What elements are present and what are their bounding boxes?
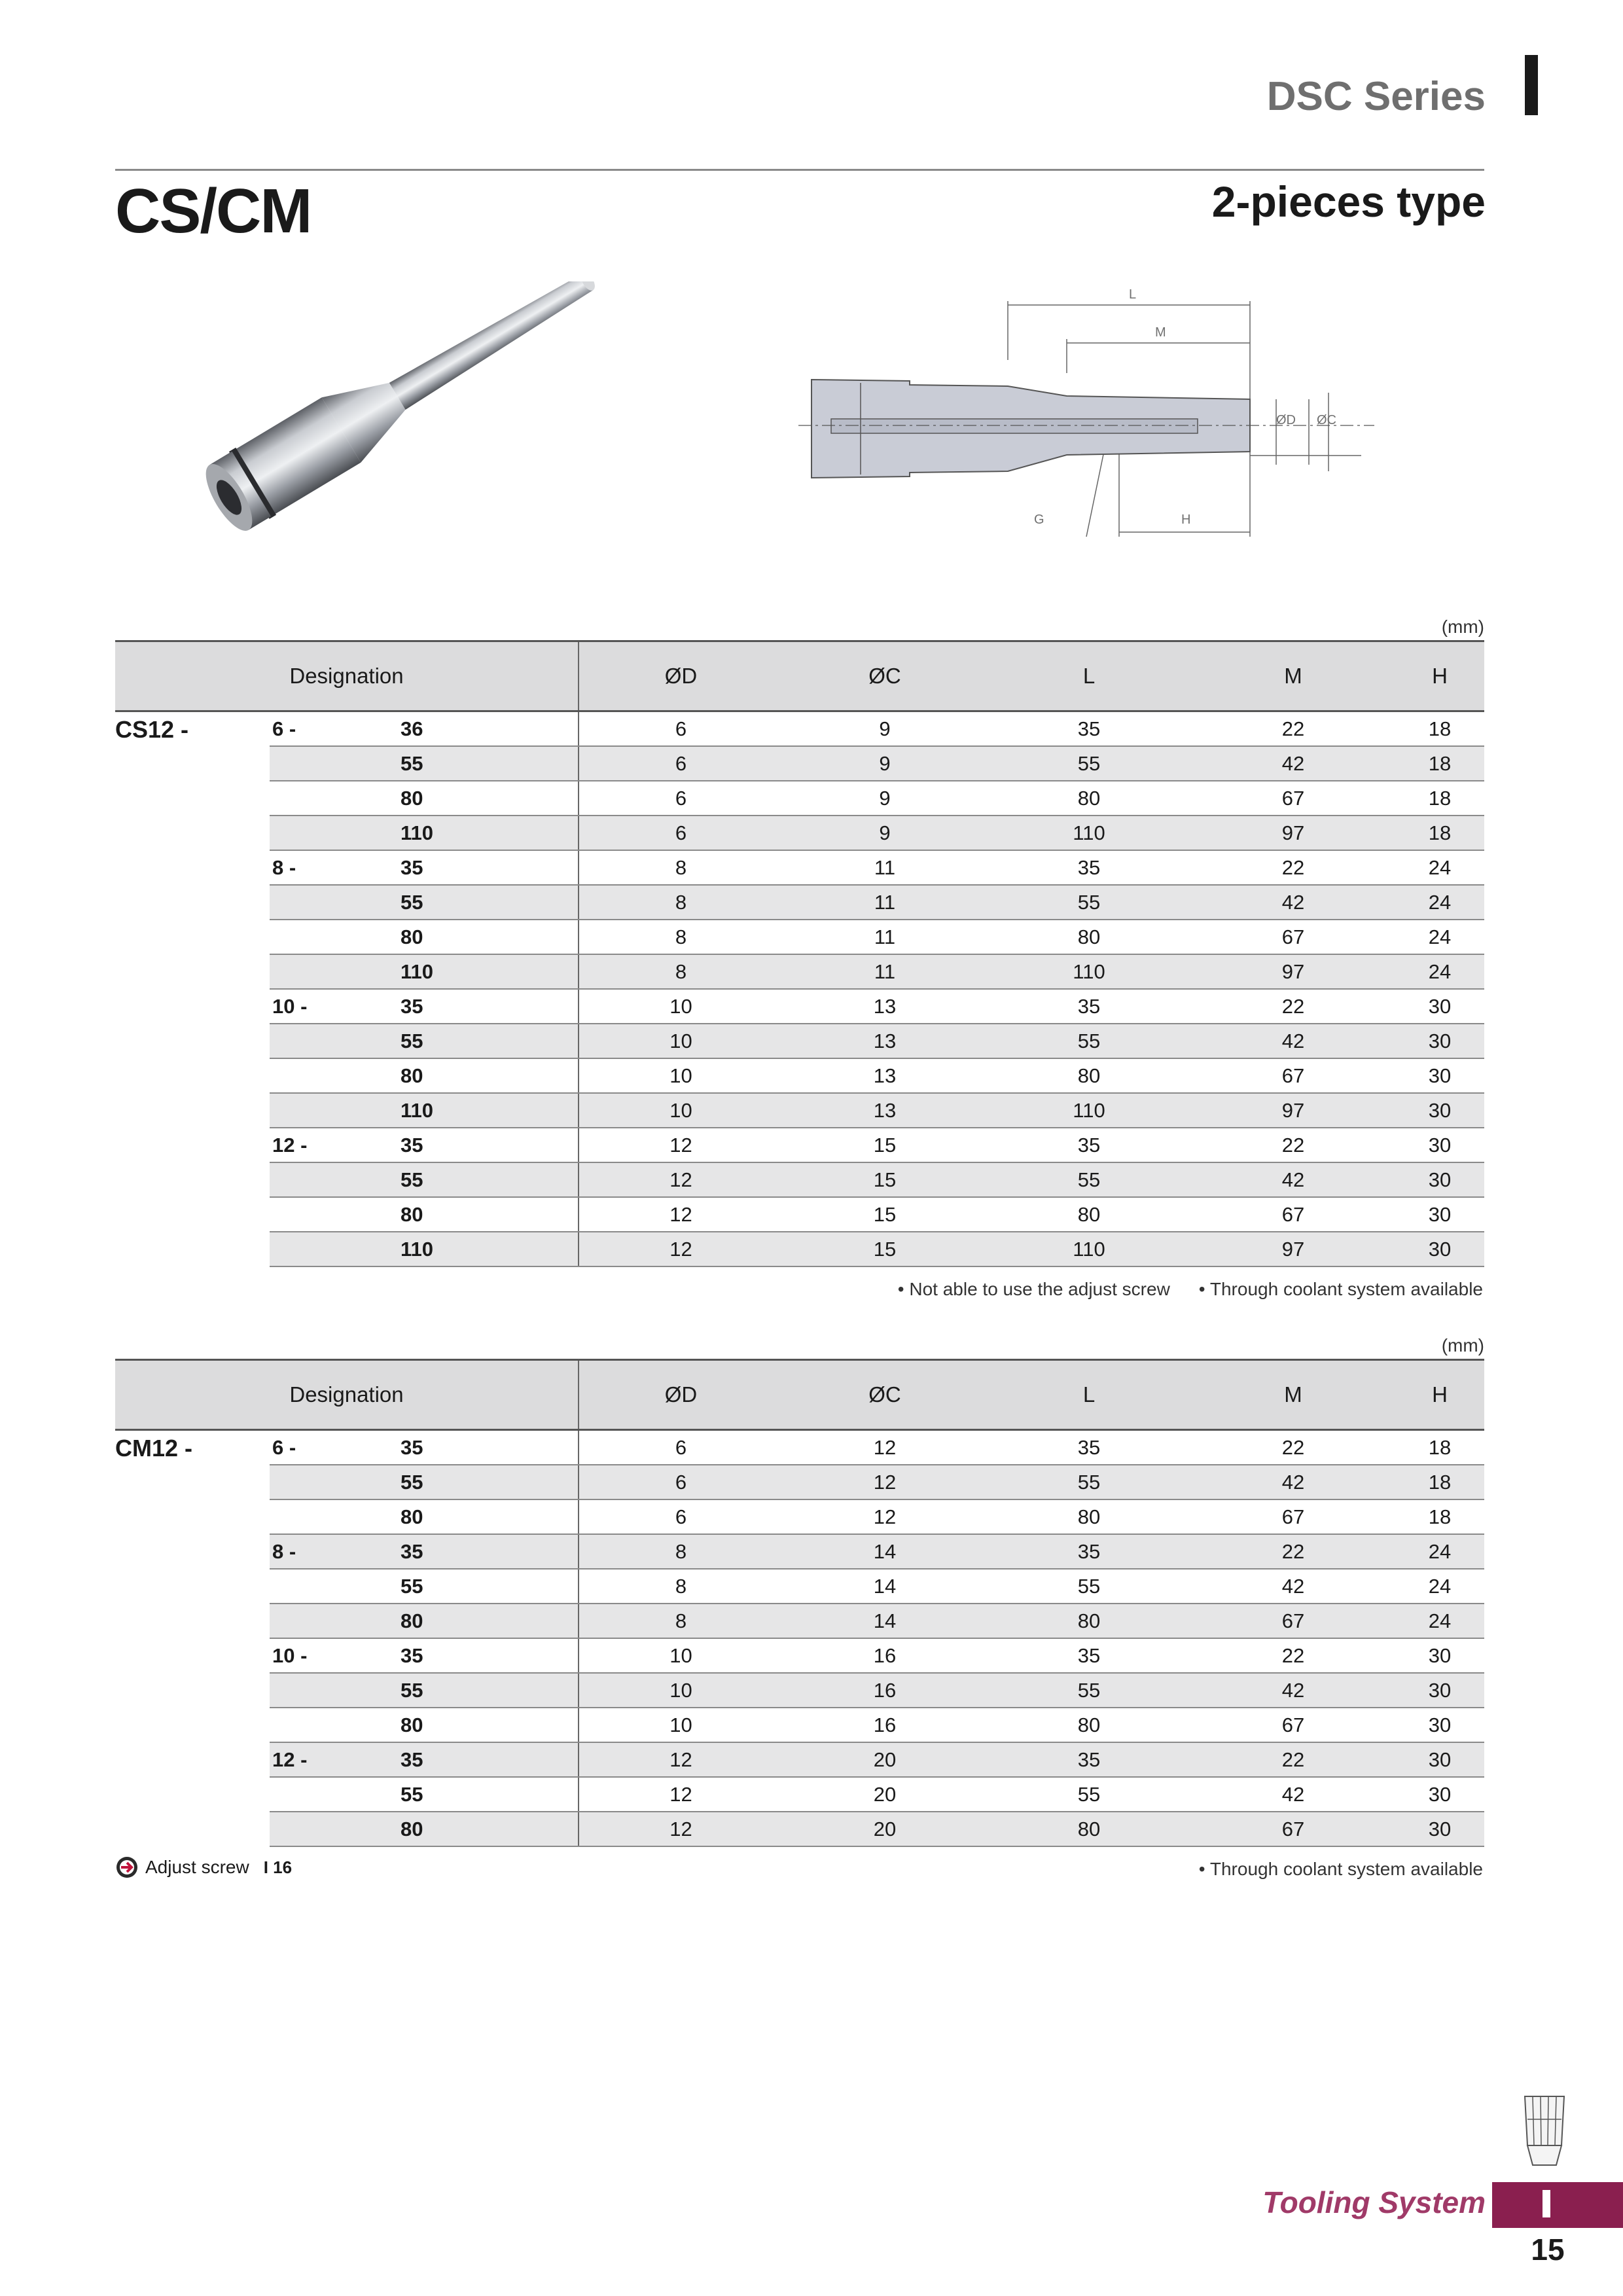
value-d: 6	[579, 1499, 783, 1534]
value-d: 12	[579, 1812, 783, 1846]
section-marker	[1525, 55, 1538, 115]
table-row	[115, 954, 1484, 989]
length-code: 80	[385, 1812, 579, 1846]
value-d: 6	[579, 746, 783, 781]
diameter-group	[270, 1569, 385, 1604]
value-c: 15	[783, 1232, 987, 1266]
value-c: 16	[783, 1708, 987, 1742]
length-code: 55	[385, 1024, 579, 1058]
length-code: 110	[385, 816, 579, 850]
length-code: 80	[385, 781, 579, 816]
diameter-group	[270, 1673, 385, 1708]
value-l: 35	[987, 1128, 1191, 1162]
value-d: 12	[579, 1162, 783, 1197]
value-d: 6	[579, 711, 783, 747]
value-d: 8	[579, 920, 783, 954]
value-c: 20	[783, 1742, 987, 1777]
value-c: 14	[783, 1604, 987, 1638]
value-h: 24	[1395, 920, 1484, 954]
dim-label-h: H	[1181, 512, 1191, 527]
value-c: 16	[783, 1638, 987, 1673]
value-h: 24	[1395, 885, 1484, 920]
diameter-group	[270, 1777, 385, 1812]
value-h: 30	[1395, 1197, 1484, 1232]
footer-brand: Tooling System	[1262, 2185, 1486, 2219]
length-code: 35	[385, 1128, 579, 1162]
diameter-group: 6 -	[270, 1430, 385, 1465]
series-code: CS12 -	[115, 716, 189, 743]
table-row	[115, 746, 1484, 781]
length-code: 80	[385, 1499, 579, 1534]
length-code: 35	[385, 850, 579, 885]
value-h: 18	[1395, 1499, 1484, 1534]
series-code: CM12 -	[115, 1435, 193, 1462]
value-l: 35	[987, 1742, 1191, 1777]
value-l: 80	[987, 1812, 1191, 1846]
value-c: 13	[783, 1024, 987, 1058]
value-m: 22	[1191, 1430, 1395, 1465]
length-code: 80	[385, 1604, 579, 1638]
value-l: 110	[987, 954, 1191, 989]
diameter-group	[270, 1499, 385, 1534]
value-c: 16	[783, 1673, 987, 1708]
dim-label-c: ØC	[1317, 413, 1336, 427]
value-c: 15	[783, 1128, 987, 1162]
length-code: 55	[385, 885, 579, 920]
diameter-group	[270, 1197, 385, 1232]
value-c: 9	[783, 746, 987, 781]
diameter-group	[270, 781, 385, 816]
value-h: 30	[1395, 1162, 1484, 1197]
value-d: 10	[579, 1708, 783, 1742]
value-m: 67	[1191, 781, 1395, 816]
adjust-screw-label: Adjust screw	[145, 1857, 249, 1877]
dim-label-l: L	[1129, 287, 1137, 302]
value-d: 10	[579, 989, 783, 1024]
adjust-screw-icon	[115, 1856, 139, 1879]
value-d: 6	[579, 781, 783, 816]
length-code: 35	[385, 1638, 579, 1673]
value-m: 22	[1191, 711, 1395, 747]
diameter-group	[270, 885, 385, 920]
value-d: 6	[579, 1465, 783, 1499]
value-m: 42	[1191, 1673, 1395, 1708]
table-row	[115, 1024, 1484, 1058]
type-title: 2-pieces type	[1211, 177, 1486, 226]
table-row	[115, 1232, 1484, 1266]
value-l: 35	[987, 1534, 1191, 1569]
value-c: 14	[783, 1569, 987, 1604]
value-m: 22	[1191, 1128, 1395, 1162]
diameter-group	[270, 1093, 385, 1128]
value-d: 12	[579, 1742, 783, 1777]
table-header-row	[115, 641, 1484, 711]
value-c: 20	[783, 1777, 987, 1812]
value-h: 18	[1395, 1430, 1484, 1465]
cm-notes	[829, 1859, 1483, 1880]
value-l: 35	[987, 711, 1191, 747]
table-row	[115, 920, 1484, 954]
value-m: 67	[1191, 1058, 1395, 1093]
table-row	[115, 1673, 1484, 1708]
series-title: DSC Series	[1266, 74, 1486, 119]
dim-label-d: ØD	[1276, 413, 1296, 427]
value-m: 67	[1191, 920, 1395, 954]
value-c: 15	[783, 1197, 987, 1232]
header-m: M	[1191, 1360, 1395, 1430]
diameter-group	[270, 1604, 385, 1638]
value-m: 42	[1191, 1024, 1395, 1058]
cs-notes	[829, 1279, 1483, 1300]
length-code: 35	[385, 1430, 579, 1465]
value-h: 30	[1395, 1777, 1484, 1812]
value-d: 8	[579, 954, 783, 989]
value-l: 110	[987, 816, 1191, 850]
length-code: 35	[385, 1534, 579, 1569]
value-l: 80	[987, 1058, 1191, 1093]
value-m: 97	[1191, 954, 1395, 989]
header-m: M	[1191, 641, 1395, 711]
value-m: 22	[1191, 1638, 1395, 1673]
value-c: 9	[783, 816, 987, 850]
value-h: 24	[1395, 1604, 1484, 1638]
diameter-group: 10 -	[270, 989, 385, 1024]
dim-label-m: M	[1155, 325, 1166, 340]
page-number: 15	[1531, 2233, 1565, 2267]
length-code: 55	[385, 1465, 579, 1499]
value-c: 20	[783, 1812, 987, 1846]
value-d: 12	[579, 1197, 783, 1232]
diameter-group	[270, 1708, 385, 1742]
value-h: 30	[1395, 1058, 1484, 1093]
value-m: 67	[1191, 1812, 1395, 1846]
diameter-group: 10 -	[270, 1638, 385, 1673]
value-m: 97	[1191, 1093, 1395, 1128]
table-row	[115, 1638, 1484, 1673]
value-h: 18	[1395, 781, 1484, 816]
diameter-group: 8 -	[270, 1534, 385, 1569]
unit-label: (mm)	[1441, 1335, 1484, 1355]
value-d: 12	[579, 1128, 783, 1162]
value-l: 55	[987, 746, 1191, 781]
value-m: 42	[1191, 1465, 1395, 1499]
table-row	[115, 781, 1484, 816]
table-row	[115, 711, 1484, 747]
header-l: L	[987, 641, 1191, 711]
value-h: 18	[1395, 746, 1484, 781]
value-d: 10	[579, 1673, 783, 1708]
length-code: 36	[385, 711, 579, 747]
value-m: 22	[1191, 989, 1395, 1024]
value-m: 67	[1191, 1197, 1395, 1232]
table-row	[115, 1812, 1484, 1846]
value-h: 30	[1395, 1812, 1484, 1846]
length-code: 35	[385, 989, 579, 1024]
diameter-group	[270, 816, 385, 850]
header-designation: Designation	[115, 1360, 579, 1430]
diameter-group: 12 -	[270, 1742, 385, 1777]
table-row	[115, 885, 1484, 920]
value-c: 12	[783, 1499, 987, 1534]
table-row	[115, 1569, 1484, 1604]
header-c: ØC	[783, 641, 987, 711]
value-l: 110	[987, 1093, 1191, 1128]
length-code: 110	[385, 1093, 579, 1128]
value-h: 30	[1395, 1708, 1484, 1742]
adjust-screw-reference[interactable]	[115, 1856, 292, 1879]
value-d: 6	[579, 816, 783, 850]
length-code: 55	[385, 1777, 579, 1812]
value-m: 42	[1191, 1162, 1395, 1197]
value-m: 97	[1191, 816, 1395, 850]
length-code: 80	[385, 1708, 579, 1742]
value-h: 24	[1395, 954, 1484, 989]
value-d: 8	[579, 1534, 783, 1569]
diameter-group	[270, 954, 385, 989]
value-m: 67	[1191, 1604, 1395, 1638]
value-h: 30	[1395, 1024, 1484, 1058]
table-row	[115, 1708, 1484, 1742]
diameter-group	[270, 1058, 385, 1093]
table-row	[115, 1534, 1484, 1569]
unit-label: (mm)	[1441, 617, 1484, 637]
product-photo	[190, 281, 635, 576]
value-l: 35	[987, 1638, 1191, 1673]
value-m: 42	[1191, 885, 1395, 920]
value-c: 12	[783, 1465, 987, 1499]
value-l: 110	[987, 1232, 1191, 1266]
value-l: 55	[987, 1024, 1191, 1058]
value-l: 55	[987, 1673, 1191, 1708]
value-c: 15	[783, 1162, 987, 1197]
value-d: 12	[579, 1232, 783, 1266]
value-m: 22	[1191, 1742, 1395, 1777]
table-row	[115, 1465, 1484, 1499]
value-l: 55	[987, 1465, 1191, 1499]
value-l: 80	[987, 1708, 1191, 1742]
table-row	[115, 816, 1484, 850]
value-c: 9	[783, 711, 987, 747]
diameter-group	[270, 1812, 385, 1846]
value-m: 67	[1191, 1499, 1395, 1534]
value-c: 11	[783, 850, 987, 885]
footer-section-marker	[1543, 2190, 1550, 2217]
diameter-group	[270, 1465, 385, 1499]
value-d: 8	[579, 1569, 783, 1604]
value-l: 55	[987, 885, 1191, 920]
adjust-screw-page-ref[interactable]: I 16	[263, 1857, 293, 1877]
table-row	[115, 1162, 1484, 1197]
value-d: 10	[579, 1093, 783, 1128]
technical-drawing	[785, 275, 1387, 550]
note-no-adjust-screw: • Not able to use the adjust screw	[897, 1279, 1170, 1299]
table-row	[115, 1128, 1484, 1162]
value-m: 42	[1191, 746, 1395, 781]
diameter-group: 6 -	[270, 711, 385, 747]
value-l: 35	[987, 1430, 1191, 1465]
table-header-row	[115, 1360, 1484, 1430]
value-h: 30	[1395, 1128, 1484, 1162]
value-c: 14	[783, 1534, 987, 1569]
value-l: 55	[987, 1569, 1191, 1604]
value-d: 6	[579, 1430, 783, 1465]
value-l: 55	[987, 1777, 1191, 1812]
diameter-group: 12 -	[270, 1128, 385, 1162]
diameter-group	[270, 1232, 385, 1266]
value-l: 80	[987, 920, 1191, 954]
value-l: 55	[987, 1162, 1191, 1197]
value-m: 22	[1191, 850, 1395, 885]
table-row	[115, 850, 1484, 885]
value-h: 30	[1395, 1673, 1484, 1708]
value-d: 10	[579, 1638, 783, 1673]
value-m: 22	[1191, 1534, 1395, 1569]
diameter-group	[270, 746, 385, 781]
value-m: 42	[1191, 1569, 1395, 1604]
value-h: 30	[1395, 1093, 1484, 1128]
value-d: 10	[579, 1024, 783, 1058]
length-code: 55	[385, 1162, 579, 1197]
value-l: 35	[987, 850, 1191, 885]
table-row	[115, 1604, 1484, 1638]
length-code: 80	[385, 1058, 579, 1093]
value-d: 8	[579, 885, 783, 920]
length-code: 110	[385, 1232, 579, 1266]
value-c: 12	[783, 1430, 987, 1465]
value-m: 42	[1191, 1777, 1395, 1812]
table-row	[115, 1430, 1484, 1465]
footer-section-bar	[1492, 2182, 1623, 2228]
table-row	[115, 1742, 1484, 1777]
header-l: L	[987, 1360, 1191, 1430]
table-row	[115, 1058, 1484, 1093]
collet-icon	[1518, 2093, 1571, 2172]
length-code: 55	[385, 1673, 579, 1708]
value-l: 80	[987, 1499, 1191, 1534]
length-code: 55	[385, 746, 579, 781]
value-c: 13	[783, 1093, 987, 1128]
dim-label-g: G	[1034, 512, 1044, 527]
product-title: CS/CM	[115, 176, 312, 246]
value-h: 18	[1395, 1465, 1484, 1499]
diameter-group: 8 -	[270, 850, 385, 885]
value-h: 18	[1395, 816, 1484, 850]
header-designation: Designation	[115, 641, 579, 711]
value-l: 35	[987, 989, 1191, 1024]
value-m: 67	[1191, 1708, 1395, 1742]
value-c: 9	[783, 781, 987, 816]
cs-spec-table	[115, 640, 1484, 1267]
length-code: 80	[385, 1197, 579, 1232]
header-h: H	[1395, 1360, 1484, 1430]
diameter-group	[270, 920, 385, 954]
value-h: 30	[1395, 1232, 1484, 1266]
value-d: 8	[579, 850, 783, 885]
table-row	[115, 989, 1484, 1024]
length-code: 35	[385, 1742, 579, 1777]
value-l: 80	[987, 1604, 1191, 1638]
value-h: 24	[1395, 1534, 1484, 1569]
value-c: 13	[783, 1058, 987, 1093]
value-d: 10	[579, 1058, 783, 1093]
value-d: 12	[579, 1777, 783, 1812]
length-code: 110	[385, 954, 579, 989]
value-l: 80	[987, 781, 1191, 816]
table-row	[115, 1197, 1484, 1232]
length-code: 55	[385, 1569, 579, 1604]
header-d: ØD	[579, 641, 783, 711]
table-row	[115, 1499, 1484, 1534]
value-h: 24	[1395, 1569, 1484, 1604]
table-row	[115, 1777, 1484, 1812]
header-c: ØC	[783, 1360, 987, 1430]
value-h: 30	[1395, 1742, 1484, 1777]
table-row	[115, 1093, 1484, 1128]
value-c: 11	[783, 885, 987, 920]
header-divider	[115, 169, 1484, 171]
value-h: 30	[1395, 1638, 1484, 1673]
value-d: 8	[579, 1604, 783, 1638]
header-h: H	[1395, 641, 1484, 711]
value-h: 24	[1395, 850, 1484, 885]
cm-spec-table	[115, 1359, 1484, 1847]
value-h: 30	[1395, 989, 1484, 1024]
diameter-group	[270, 1024, 385, 1058]
value-h: 18	[1395, 711, 1484, 747]
value-l: 80	[987, 1197, 1191, 1232]
diameter-group	[270, 1162, 385, 1197]
value-c: 11	[783, 954, 987, 989]
value-c: 11	[783, 920, 987, 954]
note-coolant: • Through coolant system available	[1198, 1859, 1483, 1879]
header-d: ØD	[579, 1360, 783, 1430]
value-m: 97	[1191, 1232, 1395, 1266]
length-code: 80	[385, 920, 579, 954]
note-coolant: • Through coolant system available	[1198, 1279, 1483, 1299]
value-c: 13	[783, 989, 987, 1024]
